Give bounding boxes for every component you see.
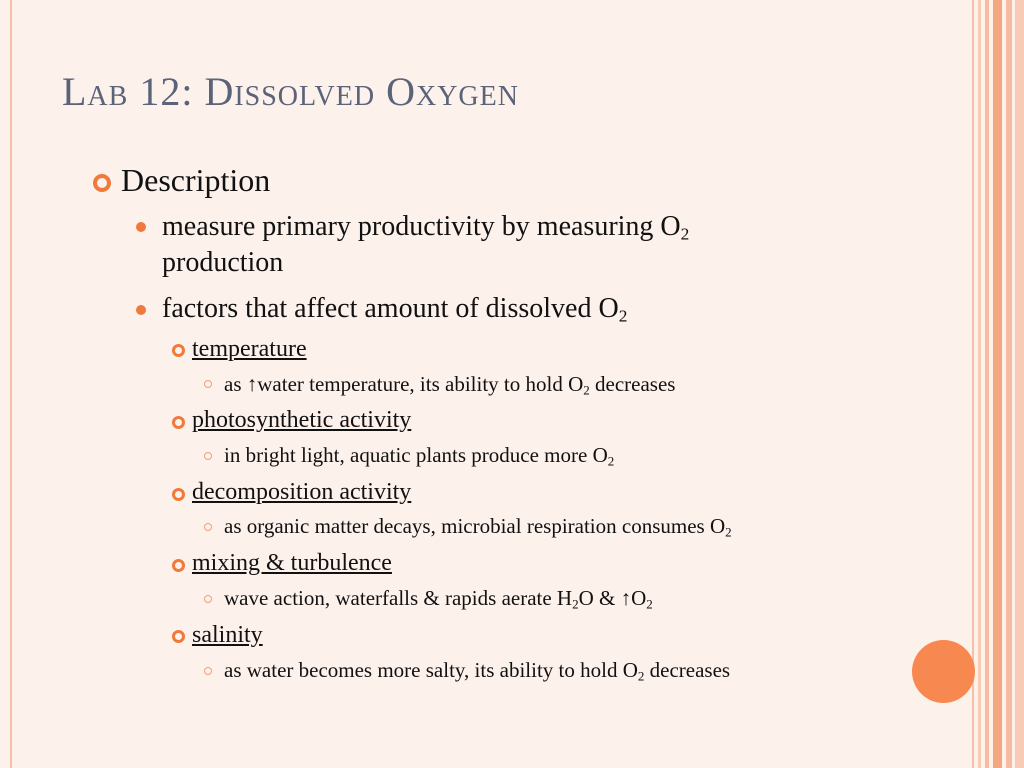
factor-temperature: temperature <box>192 336 307 362</box>
factor-decomposition: decomposition activity <box>192 479 412 505</box>
bullet-icon <box>172 559 185 572</box>
bullet-icon <box>172 488 185 501</box>
detail-salinity: as water becomes more salty, its ability to hold $O_2$ decreases <box>224 658 731 684</box>
detail-photosynthetic: in bright light, aquatic plants produce more $O_2$ <box>224 443 615 469</box>
heading-description: Description <box>121 162 271 198</box>
bullet-measure-cont: production <box>162 247 284 278</box>
bullet-factors: factors that affect amount of dissolved $O_2$ <box>162 293 628 326</box>
bullet-icon <box>172 416 185 429</box>
bullet-measure: measure primary productivity by measuring $O_2$ <box>162 211 690 244</box>
factor-salinity: salinity <box>192 622 263 648</box>
bullet-icon <box>172 630 185 643</box>
bullet-icon <box>204 380 212 388</box>
factor-photosynthetic: photosynthetic activity <box>192 407 412 433</box>
up-arrow-icon: ↑ <box>246 372 258 396</box>
factor-mixing: mixing & turbulence <box>192 550 392 576</box>
detail-temperature: as ↑water temperature, its ability to hold $O_2$ decreases <box>224 372 676 398</box>
bullet-icon <box>136 222 146 232</box>
bullet-icon <box>204 523 212 531</box>
bullet-icon <box>172 344 185 357</box>
bullet-icon <box>93 174 111 192</box>
detail-mixing: wave action, waterfalls & rapids aerate $H_2O$ & $↑O_2$ <box>224 586 653 612</box>
slide-title: Lab 12: Dissolved Oxygen <box>62 69 519 114</box>
bullet-icon <box>136 305 146 315</box>
decorative-circle <box>912 640 975 703</box>
bullet-icon <box>204 452 212 460</box>
detail-decomposition: as organic matter decays, microbial respiration consumes $O_2$ <box>224 514 732 540</box>
bullet-icon <box>204 667 212 675</box>
up-arrow-icon: ↑ <box>620 586 632 610</box>
bullet-icon <box>204 595 212 603</box>
